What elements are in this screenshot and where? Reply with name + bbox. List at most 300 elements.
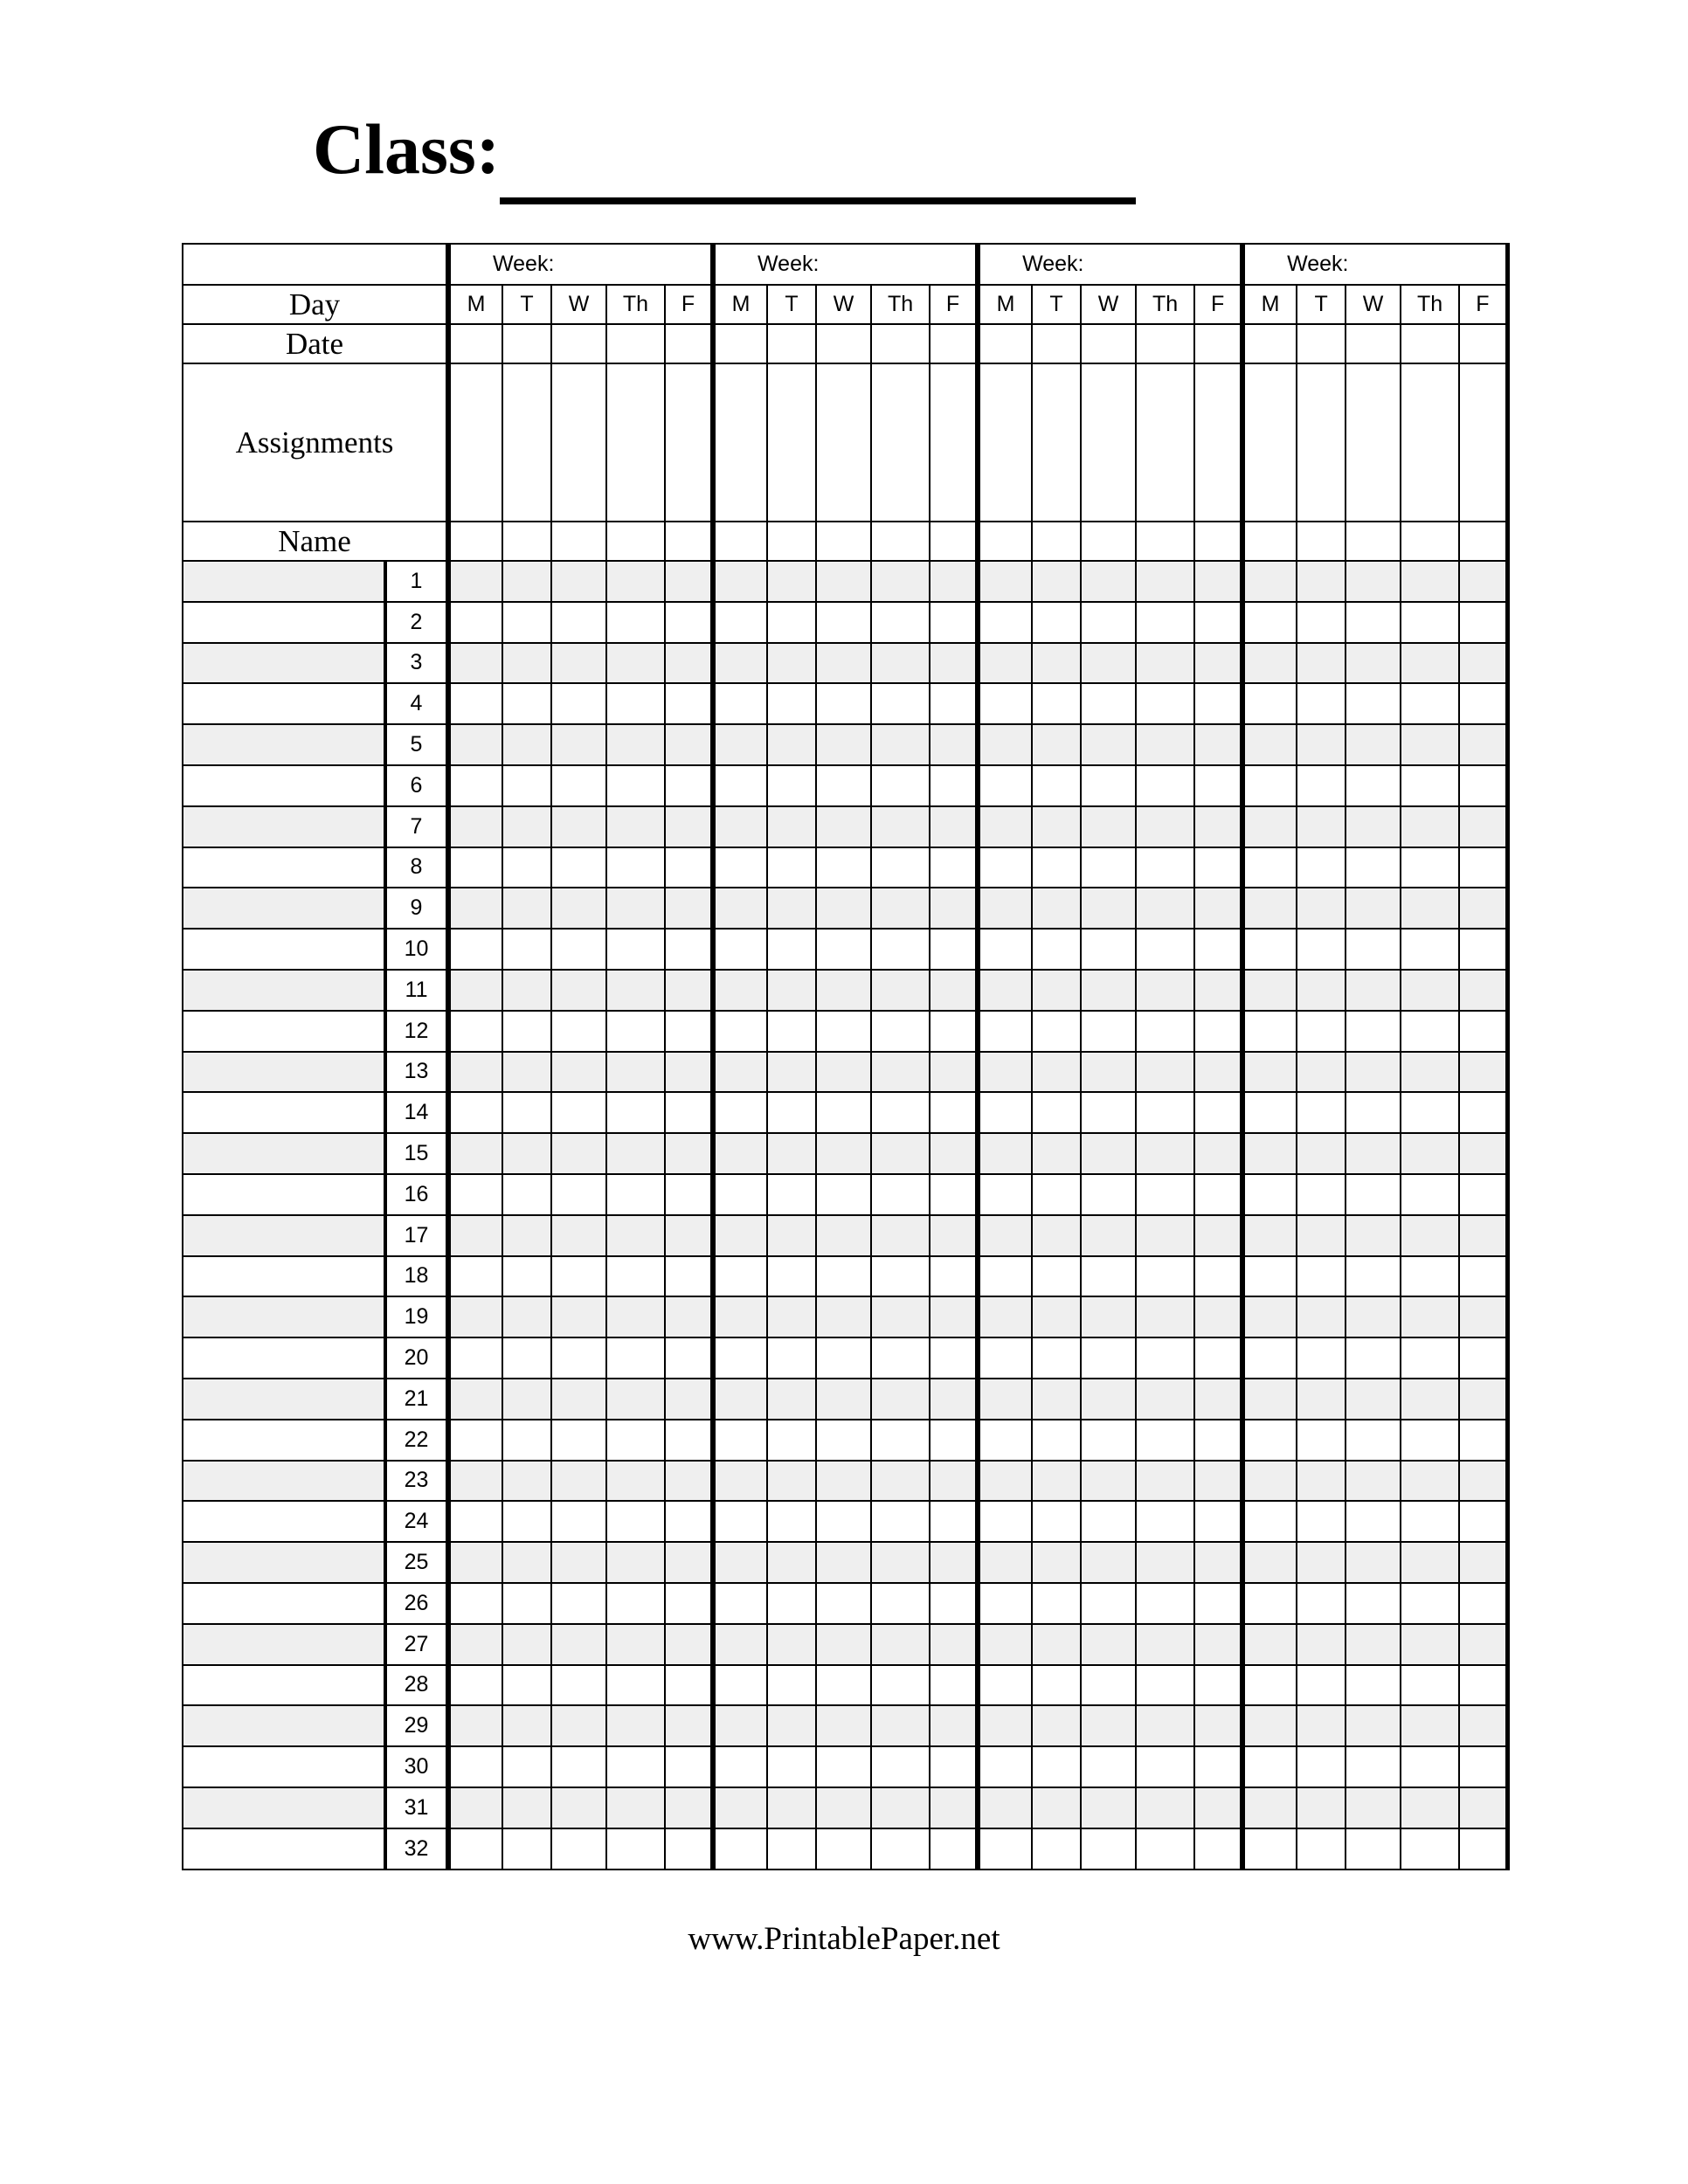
grade-cell[interactable] [502, 1583, 551, 1624]
grade-cell[interactable] [1242, 1174, 1297, 1215]
grade-cell[interactable] [1032, 561, 1081, 602]
grade-cell[interactable] [1346, 1461, 1401, 1502]
grade-cell[interactable] [1242, 643, 1297, 684]
grade-cell[interactable] [502, 1624, 551, 1665]
name-header-cell[interactable] [930, 522, 978, 561]
assignment-cell[interactable] [551, 363, 606, 522]
grade-cell[interactable] [665, 1296, 713, 1337]
grade-cell[interactable] [551, 1665, 606, 1706]
student-name-cell[interactable] [183, 1705, 385, 1746]
grade-cell[interactable] [448, 1705, 502, 1746]
grade-cell[interactable] [1459, 1174, 1507, 1215]
grade-cell[interactable] [1297, 1215, 1346, 1256]
grade-cell[interactable] [930, 1133, 978, 1174]
grade-cell[interactable] [871, 1665, 930, 1706]
grade-cell[interactable] [713, 1705, 767, 1746]
grade-cell[interactable] [1194, 1011, 1242, 1052]
grade-cell[interactable] [1136, 1542, 1194, 1583]
grade-cell[interactable] [930, 1052, 978, 1093]
grade-cell[interactable] [978, 1828, 1032, 1870]
grade-cell[interactable] [1242, 1665, 1297, 1706]
date-cell[interactable] [1136, 324, 1194, 363]
grade-cell[interactable] [816, 724, 871, 765]
grade-cell[interactable] [1297, 602, 1346, 643]
grade-cell[interactable] [713, 1583, 767, 1624]
grade-cell[interactable] [871, 1420, 930, 1461]
grade-cell[interactable] [1194, 765, 1242, 806]
grade-cell[interactable] [502, 1133, 551, 1174]
assignment-cell[interactable] [1194, 363, 1242, 522]
grade-cell[interactable] [448, 1461, 502, 1502]
grade-cell[interactable] [871, 1052, 930, 1093]
grade-cell[interactable] [713, 1420, 767, 1461]
grade-cell[interactable] [1459, 1011, 1507, 1052]
grade-cell[interactable] [1297, 847, 1346, 888]
grade-cell[interactable] [713, 1052, 767, 1093]
grade-cell[interactable] [1459, 561, 1507, 602]
grade-cell[interactable] [1459, 970, 1507, 1011]
grade-cell[interactable] [767, 1624, 816, 1665]
grade-cell[interactable] [1032, 1665, 1081, 1706]
grade-cell[interactable] [1346, 1174, 1401, 1215]
student-name-cell[interactable] [183, 1828, 385, 1870]
grade-cell[interactable] [930, 847, 978, 888]
student-name-cell[interactable] [183, 888, 385, 929]
name-header-cell[interactable] [502, 522, 551, 561]
grade-cell[interactable] [1401, 1828, 1459, 1870]
grade-cell[interactable] [551, 1501, 606, 1542]
grade-cell[interactable] [1401, 1665, 1459, 1706]
grade-cell[interactable] [1401, 1256, 1459, 1297]
name-header-cell[interactable] [1242, 522, 1297, 561]
grade-cell[interactable] [1194, 1461, 1242, 1502]
grade-cell[interactable] [502, 929, 551, 970]
grade-cell[interactable] [1242, 683, 1297, 724]
student-name-cell[interactable] [183, 561, 385, 602]
grade-cell[interactable] [713, 1746, 767, 1787]
grade-cell[interactable] [606, 1296, 665, 1337]
grade-cell[interactable] [502, 765, 551, 806]
grade-cell[interactable] [1136, 1174, 1194, 1215]
grade-cell[interactable] [1297, 1746, 1346, 1787]
assignment-cell[interactable] [502, 363, 551, 522]
grade-cell[interactable] [448, 929, 502, 970]
grade-cell[interactable] [1401, 847, 1459, 888]
grade-cell[interactable] [606, 1665, 665, 1706]
assignment-cell[interactable] [1401, 363, 1459, 522]
grade-cell[interactable] [448, 643, 502, 684]
grade-cell[interactable] [1081, 602, 1136, 643]
student-name-cell[interactable] [183, 765, 385, 806]
grade-cell[interactable] [665, 1665, 713, 1706]
grade-cell[interactable] [448, 724, 502, 765]
grade-cell[interactable] [930, 1420, 978, 1461]
grade-cell[interactable] [502, 1501, 551, 1542]
grade-cell[interactable] [1032, 1215, 1081, 1256]
grade-cell[interactable] [1346, 724, 1401, 765]
grade-cell[interactable] [1136, 888, 1194, 929]
grade-cell[interactable] [502, 1828, 551, 1870]
grade-cell[interactable] [713, 1828, 767, 1870]
grade-cell[interactable] [1459, 1337, 1507, 1379]
grade-cell[interactable] [1136, 806, 1194, 847]
grade-cell[interactable] [1081, 1215, 1136, 1256]
grade-cell[interactable] [871, 765, 930, 806]
name-header-cell[interactable] [1346, 522, 1401, 561]
grade-cell[interactable] [1459, 1787, 1507, 1828]
grade-cell[interactable] [816, 561, 871, 602]
grade-cell[interactable] [816, 1787, 871, 1828]
student-name-cell[interactable] [183, 602, 385, 643]
grade-cell[interactable] [551, 1337, 606, 1379]
grade-cell[interactable] [1136, 1624, 1194, 1665]
grade-cell[interactable] [1081, 1828, 1136, 1870]
grade-cell[interactable] [767, 1379, 816, 1420]
student-name-cell[interactable] [183, 1461, 385, 1502]
grade-cell[interactable] [448, 1337, 502, 1379]
grade-cell[interactable] [978, 1215, 1032, 1256]
date-cell[interactable] [1032, 324, 1081, 363]
date-cell[interactable] [1242, 324, 1297, 363]
grade-cell[interactable] [871, 1133, 930, 1174]
grade-cell[interactable] [978, 929, 1032, 970]
student-name-cell[interactable] [183, 1420, 385, 1461]
grade-cell[interactable] [551, 643, 606, 684]
grade-cell[interactable] [1081, 643, 1136, 684]
grade-cell[interactable] [978, 1420, 1032, 1461]
name-header-cell[interactable] [871, 522, 930, 561]
student-name-cell[interactable] [183, 1092, 385, 1133]
grade-cell[interactable] [871, 1337, 930, 1379]
date-cell[interactable] [665, 324, 713, 363]
grade-cell[interactable] [930, 806, 978, 847]
grade-cell[interactable] [606, 765, 665, 806]
date-cell[interactable] [1401, 324, 1459, 363]
grade-cell[interactable] [1459, 1542, 1507, 1583]
grade-cell[interactable] [1136, 643, 1194, 684]
grade-cell[interactable] [448, 1133, 502, 1174]
grade-cell[interactable] [871, 1092, 930, 1133]
grade-cell[interactable] [816, 1542, 871, 1583]
grade-cell[interactable] [930, 765, 978, 806]
grade-cell[interactable] [551, 1052, 606, 1093]
grade-cell[interactable] [1194, 1624, 1242, 1665]
week-label[interactable]: Week: [448, 244, 713, 285]
grade-cell[interactable] [1194, 806, 1242, 847]
grade-cell[interactable] [1459, 1746, 1507, 1787]
grade-cell[interactable] [871, 1011, 930, 1052]
grade-cell[interactable] [1032, 1461, 1081, 1502]
grade-cell[interactable] [1032, 1501, 1081, 1542]
grade-cell[interactable] [1459, 724, 1507, 765]
grade-cell[interactable] [606, 1705, 665, 1746]
assignment-cell[interactable] [1081, 363, 1136, 522]
grade-cell[interactable] [1136, 1296, 1194, 1337]
grade-cell[interactable] [816, 970, 871, 1011]
grade-cell[interactable] [930, 1092, 978, 1133]
grade-cell[interactable] [978, 1256, 1032, 1297]
grade-cell[interactable] [930, 929, 978, 970]
grade-cell[interactable] [930, 1501, 978, 1542]
grade-cell[interactable] [502, 1665, 551, 1706]
grade-cell[interactable] [502, 1542, 551, 1583]
grade-cell[interactable] [1346, 1011, 1401, 1052]
date-cell[interactable] [930, 324, 978, 363]
grade-cell[interactable] [1081, 724, 1136, 765]
grade-cell[interactable] [1194, 561, 1242, 602]
grade-cell[interactable] [1032, 806, 1081, 847]
grade-cell[interactable] [1242, 970, 1297, 1011]
grade-cell[interactable] [665, 806, 713, 847]
grade-cell[interactable] [816, 1624, 871, 1665]
student-name-cell[interactable] [183, 929, 385, 970]
student-name-cell[interactable] [183, 1174, 385, 1215]
grade-cell[interactable] [930, 1296, 978, 1337]
grade-cell[interactable] [713, 1501, 767, 1542]
grade-cell[interactable] [1346, 1215, 1401, 1256]
grade-cell[interactable] [767, 1828, 816, 1870]
grade-cell[interactable] [1297, 1501, 1346, 1542]
grade-cell[interactable] [1297, 683, 1346, 724]
week-label[interactable]: Week: [713, 244, 978, 285]
grade-cell[interactable] [665, 970, 713, 1011]
grade-cell[interactable] [665, 1337, 713, 1379]
name-header-cell[interactable] [448, 522, 502, 561]
grade-cell[interactable] [816, 683, 871, 724]
grade-cell[interactable] [767, 1501, 816, 1542]
grade-cell[interactable] [978, 806, 1032, 847]
grade-cell[interactable] [665, 1174, 713, 1215]
student-name-cell[interactable] [183, 1624, 385, 1665]
date-cell[interactable] [1081, 324, 1136, 363]
grade-cell[interactable] [502, 1011, 551, 1052]
grade-cell[interactable] [816, 806, 871, 847]
grade-cell[interactable] [871, 643, 930, 684]
grade-cell[interactable] [1346, 1542, 1401, 1583]
grade-cell[interactable] [1459, 1624, 1507, 1665]
grade-cell[interactable] [816, 1461, 871, 1502]
grade-cell[interactable] [448, 1501, 502, 1542]
grade-cell[interactable] [1401, 1624, 1459, 1665]
grade-cell[interactable] [1081, 1746, 1136, 1787]
grade-cell[interactable] [1081, 806, 1136, 847]
grade-cell[interactable] [1459, 1296, 1507, 1337]
grade-cell[interactable] [816, 847, 871, 888]
grade-cell[interactable] [1032, 847, 1081, 888]
grade-cell[interactable] [551, 561, 606, 602]
grade-cell[interactable] [713, 1133, 767, 1174]
grade-cell[interactable] [665, 1011, 713, 1052]
student-name-cell[interactable] [183, 1787, 385, 1828]
grade-cell[interactable] [1081, 1256, 1136, 1297]
grade-cell[interactable] [502, 1092, 551, 1133]
grade-cell[interactable] [1194, 1665, 1242, 1706]
grade-cell[interactable] [930, 888, 978, 929]
grade-cell[interactable] [448, 1174, 502, 1215]
grade-cell[interactable] [1081, 1379, 1136, 1420]
grade-cell[interactable] [816, 1174, 871, 1215]
grade-cell[interactable] [448, 970, 502, 1011]
grade-cell[interactable] [665, 561, 713, 602]
grade-cell[interactable] [606, 1420, 665, 1461]
grade-cell[interactable] [978, 1787, 1032, 1828]
student-name-cell[interactable] [183, 724, 385, 765]
grade-cell[interactable] [978, 1133, 1032, 1174]
grade-cell[interactable] [1459, 1420, 1507, 1461]
grade-cell[interactable] [1346, 1583, 1401, 1624]
grade-cell[interactable] [713, 806, 767, 847]
grade-cell[interactable] [871, 1828, 930, 1870]
grade-cell[interactable] [713, 683, 767, 724]
grade-cell[interactable] [1081, 561, 1136, 602]
grade-cell[interactable] [665, 683, 713, 724]
grade-cell[interactable] [1194, 1828, 1242, 1870]
name-header-cell[interactable] [1401, 522, 1459, 561]
grade-cell[interactable] [978, 561, 1032, 602]
grade-cell[interactable] [713, 1296, 767, 1337]
grade-cell[interactable] [448, 561, 502, 602]
grade-cell[interactable] [606, 1624, 665, 1665]
grade-cell[interactable] [871, 1542, 930, 1583]
grade-cell[interactable] [1401, 1746, 1459, 1787]
grade-cell[interactable] [448, 602, 502, 643]
grade-cell[interactable] [1297, 888, 1346, 929]
grade-cell[interactable] [1459, 1215, 1507, 1256]
grade-cell[interactable] [816, 1665, 871, 1706]
grade-cell[interactable] [606, 1501, 665, 1542]
grade-cell[interactable] [1401, 643, 1459, 684]
grade-cell[interactable] [1346, 765, 1401, 806]
date-cell[interactable] [871, 324, 930, 363]
grade-cell[interactable] [816, 888, 871, 929]
grade-cell[interactable] [713, 643, 767, 684]
grade-cell[interactable] [930, 1256, 978, 1297]
grade-cell[interactable] [448, 1624, 502, 1665]
name-header-cell[interactable] [1136, 522, 1194, 561]
grade-cell[interactable] [1459, 847, 1507, 888]
grade-cell[interactable] [1297, 1705, 1346, 1746]
grade-cell[interactable] [1242, 1215, 1297, 1256]
grade-cell[interactable] [606, 602, 665, 643]
grade-cell[interactable] [930, 561, 978, 602]
grade-cell[interactable] [1136, 1011, 1194, 1052]
grade-cell[interactable] [978, 1624, 1032, 1665]
grade-cell[interactable] [816, 1133, 871, 1174]
name-header-cell[interactable] [1459, 522, 1507, 561]
grade-cell[interactable] [767, 1461, 816, 1502]
grade-cell[interactable] [1297, 970, 1346, 1011]
grade-cell[interactable] [1242, 1296, 1297, 1337]
grade-cell[interactable] [1032, 643, 1081, 684]
grade-cell[interactable] [606, 643, 665, 684]
grade-cell[interactable] [551, 1624, 606, 1665]
name-header-cell[interactable] [713, 522, 767, 561]
student-name-cell[interactable] [183, 1542, 385, 1583]
grade-cell[interactable] [1081, 1337, 1136, 1379]
grade-cell[interactable] [1136, 1256, 1194, 1297]
student-name-cell[interactable] [183, 1665, 385, 1706]
grade-cell[interactable] [665, 1133, 713, 1174]
grade-cell[interactable] [665, 1828, 713, 1870]
grade-cell[interactable] [1136, 970, 1194, 1011]
grade-cell[interactable] [665, 724, 713, 765]
grade-cell[interactable] [930, 1215, 978, 1256]
student-name-cell[interactable] [183, 1256, 385, 1297]
grade-cell[interactable] [816, 1501, 871, 1542]
grade-cell[interactable] [767, 1337, 816, 1379]
grade-cell[interactable] [1194, 1215, 1242, 1256]
grade-cell[interactable] [1401, 1215, 1459, 1256]
grade-cell[interactable] [1297, 1665, 1346, 1706]
grade-cell[interactable] [448, 683, 502, 724]
grade-cell[interactable] [767, 1133, 816, 1174]
grade-cell[interactable] [1136, 1746, 1194, 1787]
grade-cell[interactable] [1297, 1787, 1346, 1828]
grade-cell[interactable] [1401, 1379, 1459, 1420]
grade-cell[interactable] [1346, 1337, 1401, 1379]
grade-cell[interactable] [1459, 602, 1507, 643]
grade-cell[interactable] [978, 1296, 1032, 1337]
grade-cell[interactable] [1081, 1705, 1136, 1746]
grade-cell[interactable] [978, 643, 1032, 684]
grade-cell[interactable] [816, 1092, 871, 1133]
grade-cell[interactable] [930, 1379, 978, 1420]
grade-cell[interactable] [1032, 683, 1081, 724]
grade-cell[interactable] [1242, 847, 1297, 888]
grade-cell[interactable] [448, 1542, 502, 1583]
grade-cell[interactable] [1297, 643, 1346, 684]
student-name-cell[interactable] [183, 683, 385, 724]
grade-cell[interactable] [871, 1215, 930, 1256]
grade-cell[interactable] [767, 602, 816, 643]
grade-cell[interactable] [1242, 765, 1297, 806]
grade-cell[interactable] [665, 929, 713, 970]
grade-cell[interactable] [1136, 1501, 1194, 1542]
grade-cell[interactable] [1032, 929, 1081, 970]
grade-cell[interactable] [1194, 602, 1242, 643]
name-header-cell[interactable] [1194, 522, 1242, 561]
grade-cell[interactable] [551, 602, 606, 643]
grade-cell[interactable] [930, 724, 978, 765]
grade-cell[interactable] [1401, 929, 1459, 970]
grade-cell[interactable] [1346, 1420, 1401, 1461]
grade-cell[interactable] [871, 1256, 930, 1297]
grade-cell[interactable] [1136, 1215, 1194, 1256]
grade-cell[interactable] [713, 1174, 767, 1215]
grade-cell[interactable] [978, 1705, 1032, 1746]
grade-cell[interactable] [767, 643, 816, 684]
grade-cell[interactable] [1081, 970, 1136, 1011]
grade-cell[interactable] [665, 1746, 713, 1787]
grade-cell[interactable] [871, 1296, 930, 1337]
grade-cell[interactable] [1242, 1420, 1297, 1461]
grade-cell[interactable] [1032, 1296, 1081, 1337]
grade-cell[interactable] [1194, 1296, 1242, 1337]
grade-cell[interactable] [1459, 643, 1507, 684]
grade-cell[interactable] [606, 806, 665, 847]
grade-cell[interactable] [1081, 1296, 1136, 1337]
grade-cell[interactable] [1136, 683, 1194, 724]
grade-cell[interactable] [1459, 806, 1507, 847]
grade-cell[interactable] [713, 970, 767, 1011]
grade-cell[interactable] [1194, 1787, 1242, 1828]
assignment-cell[interactable] [448, 363, 502, 522]
grade-cell[interactable] [502, 561, 551, 602]
grade-cell[interactable] [1401, 1337, 1459, 1379]
grade-cell[interactable] [665, 1583, 713, 1624]
grade-cell[interactable] [606, 847, 665, 888]
grade-cell[interactable] [551, 1746, 606, 1787]
